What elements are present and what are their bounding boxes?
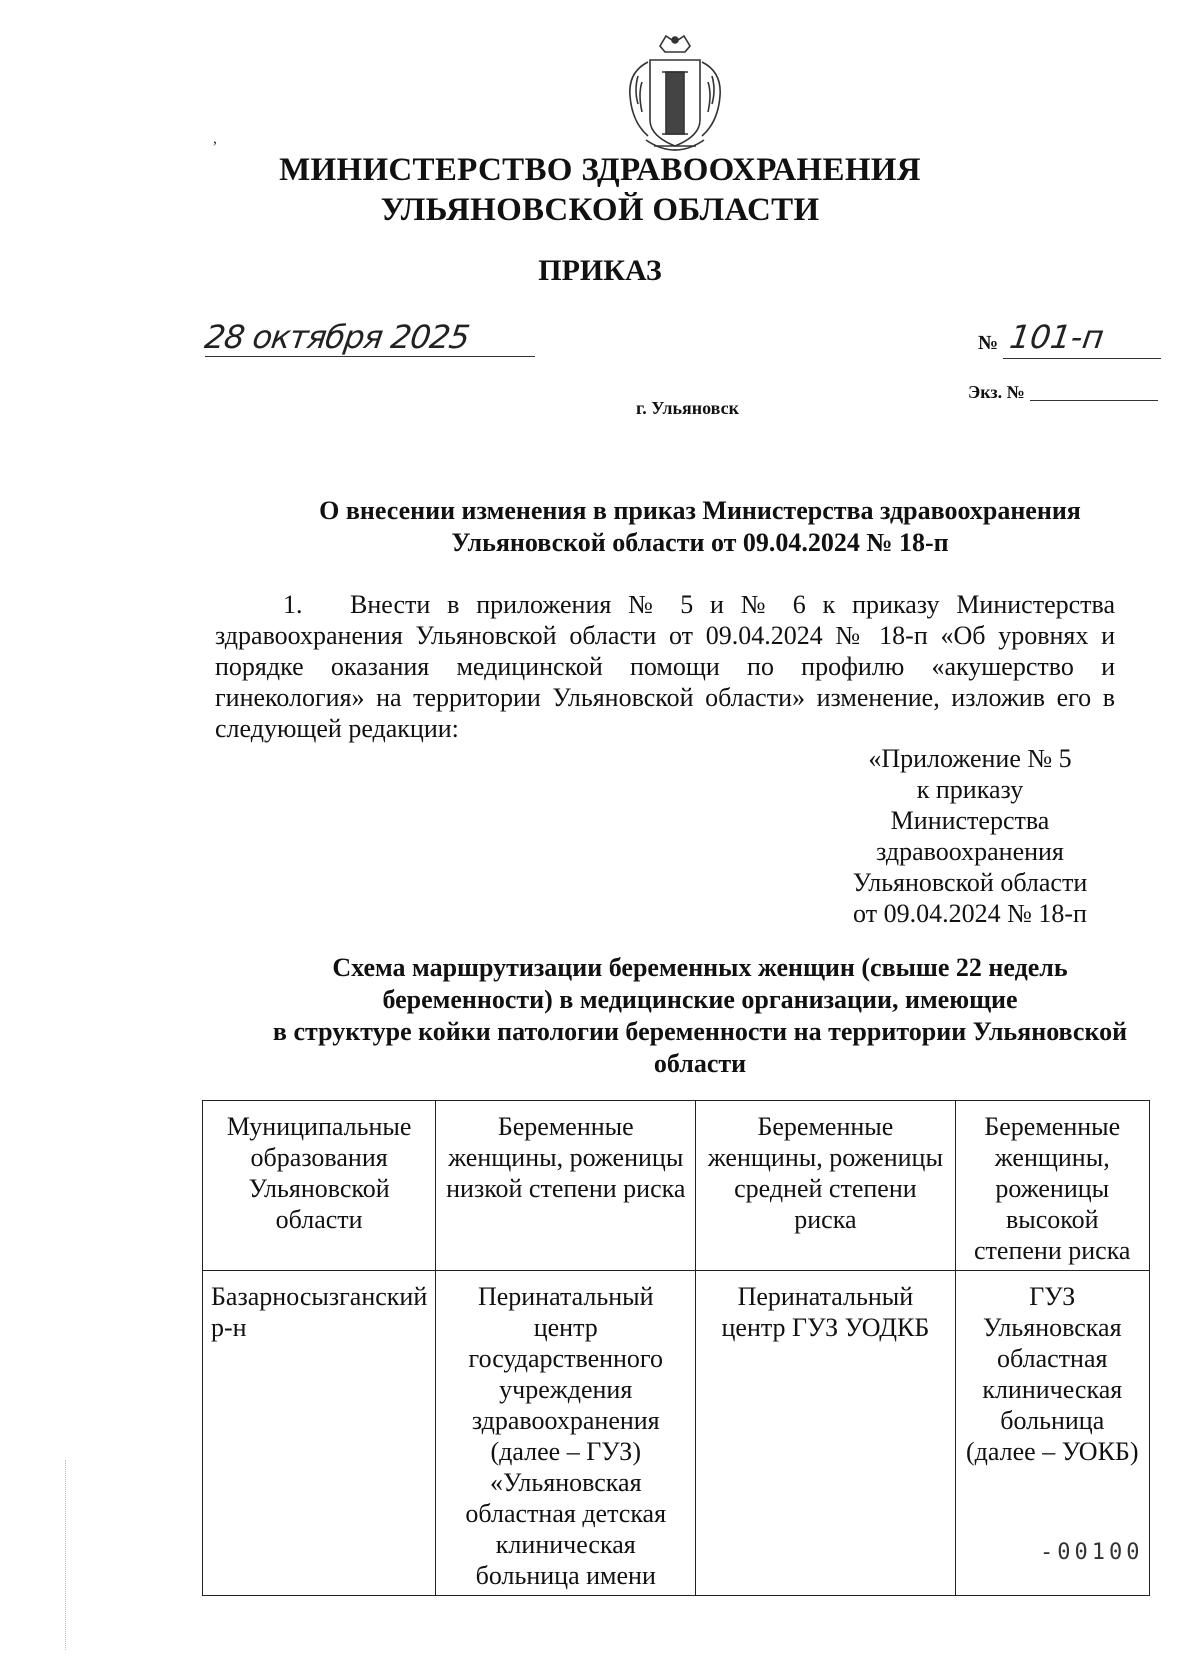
document-type: ПРИКАЗ [538,254,662,287]
copy-number-label: Экз. № [968,382,1025,402]
ministry-line-2: УЛЬЯНОВСКОЙ ОБЛАСТИ [380,192,820,228]
header-cell-medium-risk: Беременные женщины, роженицы средней степени риска [696,1101,955,1271]
scan-mark: , [213,130,217,147]
appendix-line-1: «Приложение № 5 [868,744,1072,773]
order-title [200,495,1200,559]
table-header-row [203,1101,1150,1271]
scheme-title-line-3: в структуре койки патологии беременности на территории Ульяновской [272,1017,1128,1046]
routing-table [202,1100,1150,1596]
ministry-heading [0,150,1200,230]
table-row [203,1271,1150,1596]
scheme-title [200,952,1200,1080]
order-title-line-1: О внесении изменения в приказ Министерства здравоохранения [319,496,1081,525]
scheme-title-line-4: области [653,1049,747,1078]
header-cell-low-risk: Беременные женщины, роженицы низкой степени риска [436,1101,696,1271]
cell-municipality: Базарносызганский р-н [203,1271,436,1596]
date-underline [205,356,535,357]
order-paragraph [215,589,1115,744]
appendix-line-5: Ульяновской области [852,868,1088,897]
header-cell-municipality: Муниципальные образования Ульяновской области [203,1101,436,1271]
item-number: 1. [283,590,303,619]
coat-of-arms-emblem [620,32,730,160]
number-label: № [978,332,999,354]
cell-low-risk: Перинатальный центр государственного учреждения здравоохранения (далее – ГУЗ) «Ульяновская областная детская клиническая больница имени [436,1271,696,1596]
appendix-line-6: от 09.04.2024 № 18-п [853,899,1087,928]
order-title-line-2: Ульяновской области от 09.04.2024 № 18-п [451,528,949,557]
page-stamp-number: -00100 [1040,1540,1144,1565]
city: г. Ульяновск [636,398,739,418]
handwritten-number: 101-п [1007,318,1107,356]
cell-medium-risk: Перинатальный центр ГУЗ УОДКБ [696,1271,955,1596]
margin-scan-artifact [65,1460,68,1650]
appendix-line-3: Министерства [890,806,1050,835]
appendix-header [760,743,1180,929]
item-text: Внести в приложения № 5 и № 6 к приказу Министерства здравоохранения Ульяновской области от 09.04.2024 № 18-п «Об уровнях и порядке оказания медицинской помощи по профилю «акушерство и гинекология» на территории Ульяновской области» изменение, изложив его в следующей редакции: [215,590,1115,743]
handwritten-date: 28 октября 2025 [202,318,472,356]
appendix-line-4: здравоохранения [876,837,1064,866]
scheme-title-line-1: Схема маршрутизации беременных женщин (свыше 22 недель [332,953,1068,982]
appendix-line-2: к приказу [916,775,1024,804]
scheme-title-line-2: беременности) в медицинские организации, имеющие [382,985,1018,1014]
number-underline [1003,358,1161,359]
cell-high-risk: ГУЗ Ульяновская областная клиническая больница (далее – УОКБ) [955,1271,1149,1596]
ministry-line-1: МИНИСТЕРСТВО ЗДРАВООХРАНЕНИЯ [279,152,921,188]
header-cell-high-risk: Беременные женщины, роженицы высокой степени риска [955,1101,1149,1271]
